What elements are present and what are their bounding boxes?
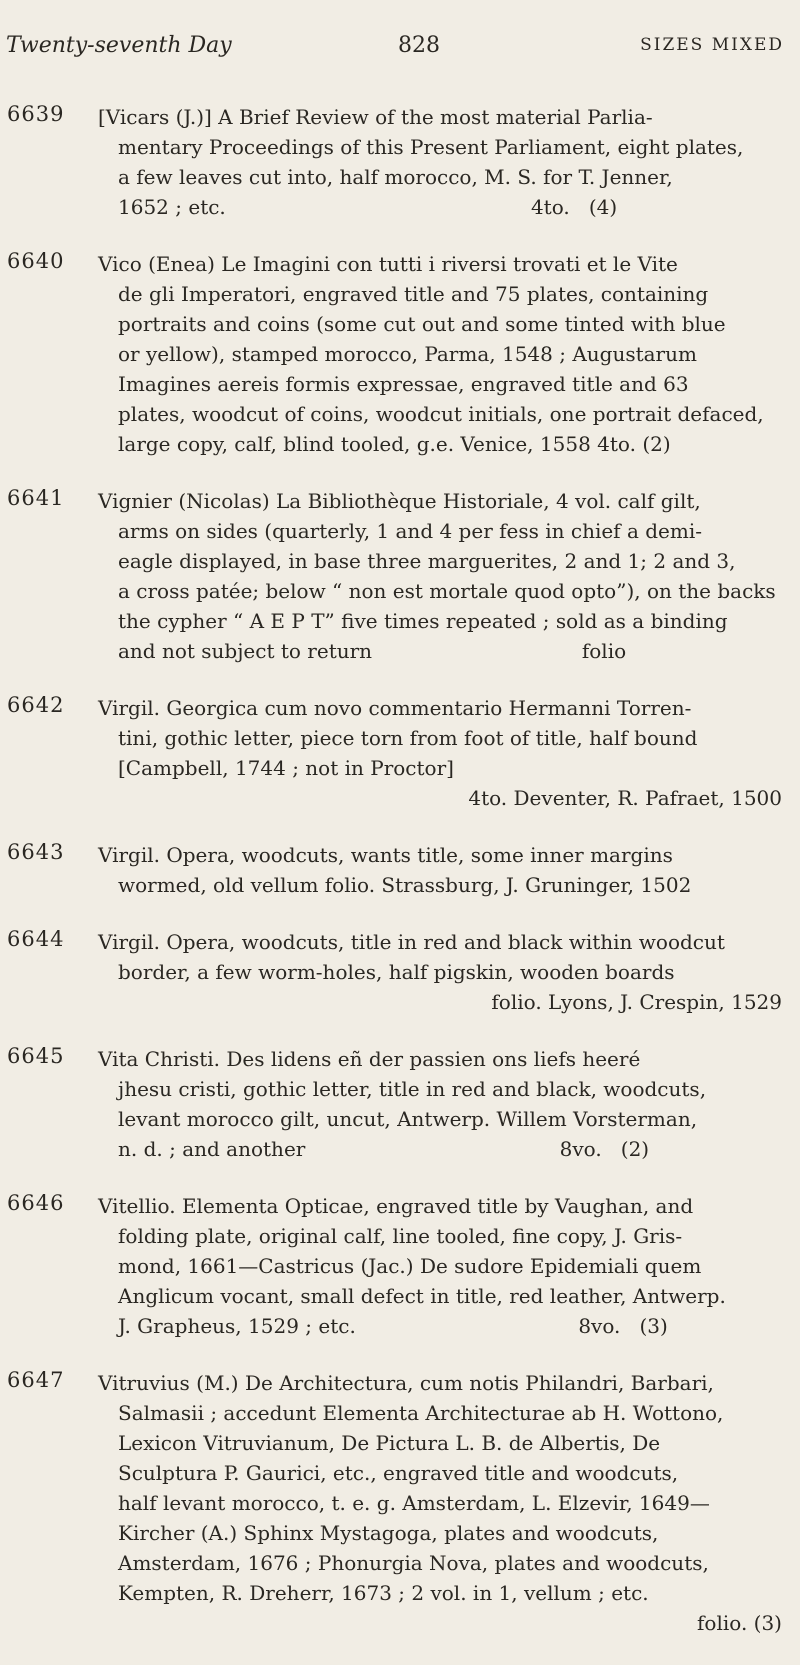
lot-number: 6645 [7, 1044, 65, 1068]
lot-list [0, 102, 800, 1665]
lot-description [98, 102, 786, 222]
desc-line: eagle displayed, in base three marguerites, 2 and 1; 2 and 3, [118, 549, 736, 573]
desc-line: [Vicars (J.)] A Brief Review of the most material Parlia- [98, 105, 653, 129]
desc-line: Vignier (Nicolas) La Bibliothèque Historiale, 4 vol. calf gilt, [98, 489, 701, 513]
lot-number: 6642 [7, 693, 65, 717]
desc-line: arms on sides (quarterly, 1 and 4 per fess in chief a demi- [118, 519, 702, 543]
lot-number: 6647 [7, 1368, 65, 1392]
desc-line: Virgil. Georgica cum novo commentario Hermanni Torren- [98, 696, 692, 720]
running-header [6, 33, 784, 63]
lot-entry [0, 927, 800, 1017]
desc-line: mentary Proceedings of this Present Parliament, eight plates, [118, 135, 744, 159]
desc-line: Virgil. Opera, woodcuts, wants title, some inner margins [98, 843, 673, 867]
lot-entry [0, 1191, 800, 1341]
desc-line: folio. Lyons, J. Crespin, 1529 [491, 990, 782, 1014]
lot-description [98, 927, 786, 1017]
desc-line: border, a few worm-holes, half pigskin, wooden boards [118, 960, 675, 984]
lot-entry [0, 1368, 800, 1638]
lot-number: 6640 [7, 249, 65, 273]
desc-line: Imagines aereis formis expressae, engraved title and 63 [118, 372, 689, 396]
lot-number: 6646 [7, 1191, 65, 1215]
desc-line: [Campbell, 1744 ; not in Proctor] [118, 756, 454, 780]
lot-entry [0, 249, 800, 459]
lot-description [98, 249, 786, 459]
desc-line: plates, woodcut of coins, woodcut initials, one portrait defaced, [118, 402, 764, 426]
page-number: 828 [398, 33, 440, 58]
desc-line: J. Grapheus, 1529 ; etc. 8vo. (3) [118, 1314, 668, 1338]
desc-line: wormed, old vellum folio. Strassburg, J. Gruninger, 1502 [118, 873, 692, 897]
lot-number: 6644 [7, 927, 65, 951]
lot-entry [0, 840, 800, 900]
desc-line: portraits and coins (some cut out and some tinted with blue [118, 312, 726, 336]
desc-line: a cross patée; below “ non est mortale quod opto”), on the backs [118, 579, 776, 603]
lot-entry [0, 1044, 800, 1164]
desc-line: Kempten, R. Dreherr, 1673 ; 2 vol. in 1, vellum ; etc. [118, 1581, 649, 1605]
lot-description [98, 693, 786, 813]
lot-number: 6641 [7, 486, 65, 510]
section-title: Twenty-seventh Day [6, 33, 232, 58]
desc-line: folio. (3) [697, 1611, 782, 1635]
lot-description [98, 1044, 786, 1164]
lot-number: 6643 [7, 840, 65, 864]
category-title: SIZES MIXED [640, 35, 784, 55]
desc-line: mond, 1661—Castricus (Jac.) De sudore Epidemiali quem [118, 1254, 702, 1278]
lot-description [98, 1191, 786, 1341]
desc-line: jhesu cristi, gothic letter, title in red and black, woodcuts, [118, 1077, 707, 1101]
lot-description [98, 1368, 786, 1638]
desc-line: Virgil. Opera, woodcuts, title in red and black within woodcut [98, 930, 725, 954]
lot-entry [0, 486, 800, 666]
desc-line: and not subject to return folio [118, 639, 627, 663]
lot-number: 6639 [7, 102, 65, 126]
desc-line: or yellow), stamped morocco, Parma, 1548 ; Augustarum [118, 342, 697, 366]
desc-line: levant morocco gilt, uncut, Antwerp. Willem Vorsterman, [118, 1107, 698, 1131]
desc-line: Lexicon Vitruvianum, De Pictura L. B. de Albertis, De [118, 1431, 661, 1455]
desc-line: Anglicum vocant, small defect in title, red leather, Antwerp. [118, 1284, 726, 1308]
lot-entry [0, 693, 800, 813]
desc-line: Kircher (A.) Sphinx Mystagoga, plates and woodcuts, [118, 1521, 659, 1545]
desc-line: half levant morocco, t. e. g. Amsterdam, L. Elzevir, 1649— [118, 1491, 710, 1515]
desc-line: tini, gothic letter, piece torn from foot of title, half bound [118, 726, 698, 750]
desc-line: the cypher “ A E P T” five times repeated ; sold as a binding [118, 609, 728, 633]
desc-line: Vitellio. Elementa Opticae, engraved title by Vaughan, and [98, 1194, 694, 1218]
desc-line: Vico (Enea) Le Imagini con tutti i riversi trovati et le Vite [98, 252, 678, 276]
desc-line: n. d. ; and another 8vo. (2) [118, 1137, 650, 1161]
lot-description [98, 486, 786, 666]
desc-line: de gli Imperatori, engraved title and 75 plates, containing [118, 282, 709, 306]
desc-line: 4to. Deventer, R. Pafraet, 1500 [468, 786, 782, 810]
desc-line: Amsterdam, 1676 ; Phonurgia Nova, plates and woodcuts, [118, 1551, 709, 1575]
desc-line: Sculptura P. Gaurici, etc., engraved title and woodcuts, [118, 1461, 679, 1485]
desc-line: Salmasii ; accedunt Elementa Architecturae ab H. Wottono, [118, 1401, 724, 1425]
desc-line: large copy, calf, blind tooled, g.e. Venice, 1558 4to. (2) [118, 432, 671, 456]
lot-description [98, 840, 786, 900]
desc-line: Vitruvius (M.) De Architectura, cum notis Philandri, Barbari, [98, 1371, 714, 1395]
desc-line: 1652 ; etc. 4to. (4) [118, 195, 618, 219]
desc-line: folding plate, original calf, line tooled, fine copy, J. Gris- [118, 1224, 683, 1248]
desc-line: a few leaves cut into, half morocco, M. S. for T. Jenner, [118, 165, 673, 189]
lot-entry [0, 102, 800, 222]
desc-line: Vita Christi. Des lidens eñ der passien ons liefs heeré [98, 1047, 641, 1071]
